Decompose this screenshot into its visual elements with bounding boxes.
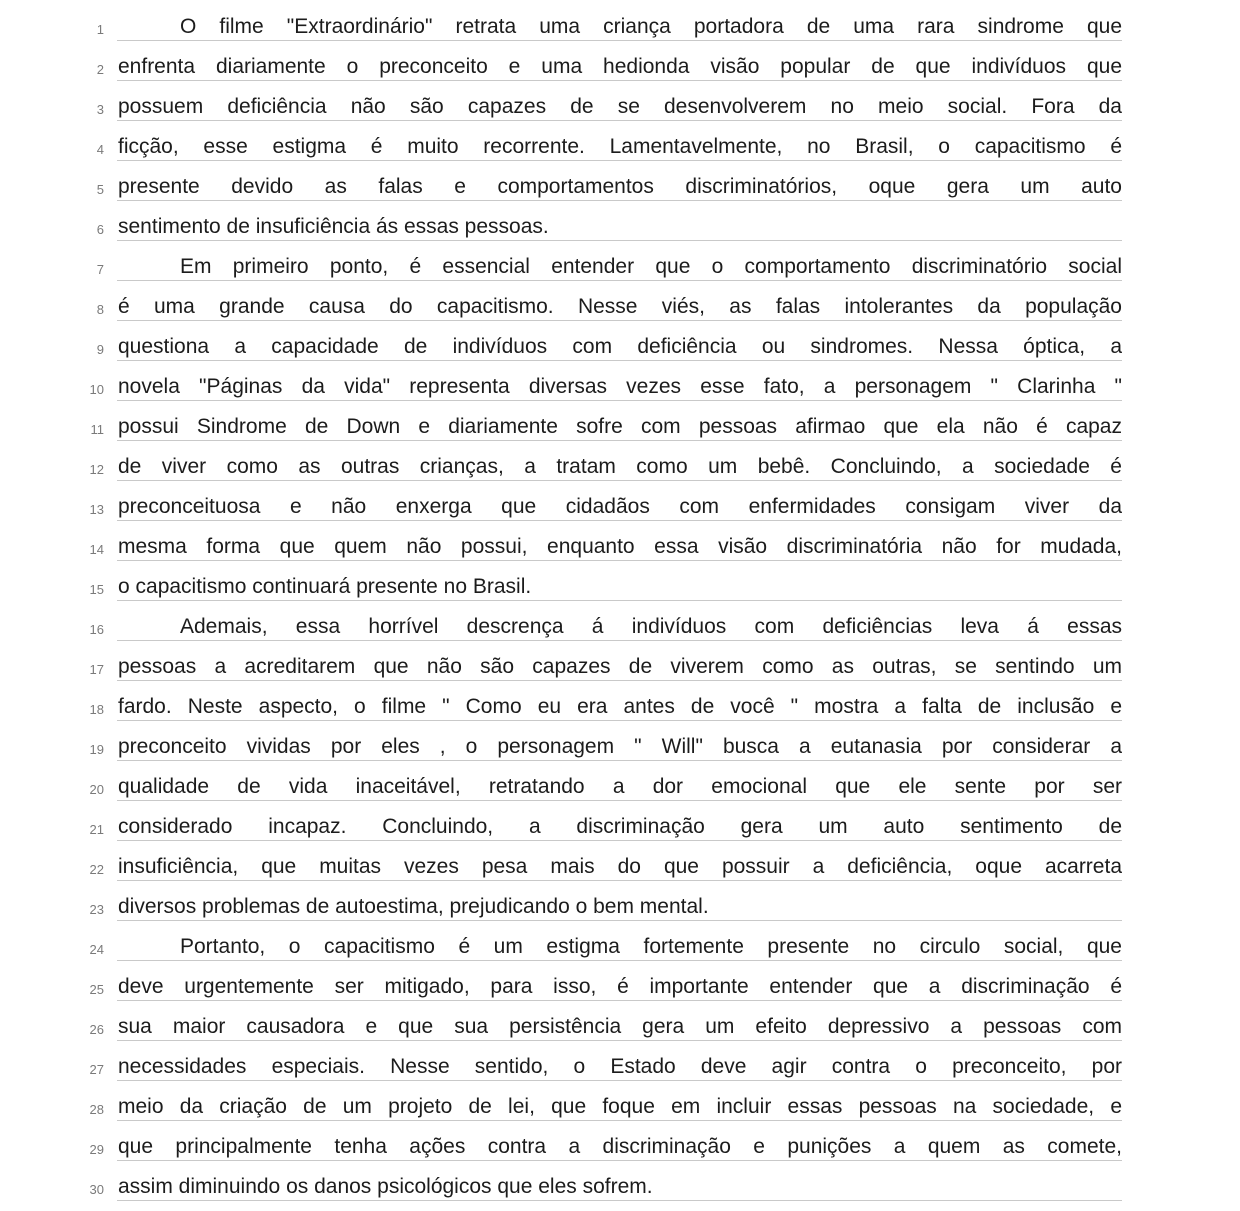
line-number: 3 (96, 102, 104, 117)
line-number: 1 (96, 22, 104, 37)
essay-line (0, 808, 1240, 848)
essay-line (0, 1168, 1240, 1208)
ruled-line (117, 600, 1122, 601)
essay-line (0, 528, 1240, 568)
line-text: que principalmente tenha ações contra a discriminação e punições a quem as comete, (118, 1135, 1122, 1158)
essay-line (0, 928, 1240, 968)
line-text: presente devido as falas e comportamentos discriminatórios, oque gera um auto (118, 175, 1122, 198)
ruled-line (117, 840, 1122, 841)
ruled-line (117, 280, 1122, 281)
essay-line (0, 328, 1240, 368)
essay-line (0, 88, 1240, 128)
essay-line (0, 1008, 1240, 1048)
line-text: Ademais, essa horrível descrença á indivíduos com deficiências leva á essas (180, 615, 1122, 638)
ruled-line (117, 80, 1122, 81)
line-text: preconceituosa e não enxerga que cidadãos com enfermidades consigam viver da (118, 495, 1122, 518)
line-number: 24 (89, 942, 104, 957)
essay-line (0, 288, 1240, 328)
essay-line (0, 688, 1240, 728)
ruled-line (117, 1120, 1122, 1121)
ruled-line (117, 480, 1122, 481)
essay-line (0, 1048, 1240, 1088)
essay-line (0, 1088, 1240, 1128)
ruled-line (117, 40, 1122, 41)
line-text: insuficiência, que muitas vezes pesa mais do que possuir a deficiência, oque acarreta (118, 855, 1122, 878)
line-text: é uma grande causa do capacitismo. Nesse viés, as falas intolerantes da população (118, 295, 1122, 318)
ruled-line (117, 160, 1122, 161)
ruled-line (117, 1200, 1122, 1201)
ruled-line (117, 320, 1122, 321)
ruled-line (117, 680, 1122, 681)
ruled-line (117, 1040, 1122, 1041)
line-number: 4 (96, 142, 104, 157)
line-text: possui Sindrome de Down e diariamente sofre com pessoas afirmao que ela não é capaz (118, 415, 1122, 438)
line-number: 22 (89, 862, 104, 877)
line-number: 2 (96, 62, 104, 77)
line-text: O filme "Extraordinário" retrata uma criança portadora de uma rara sindrome que (180, 15, 1122, 38)
line-number: 5 (96, 182, 104, 197)
line-text: novela "Páginas da vida" representa diversas vezes esse fato, a personagem " Clarinha " (118, 375, 1122, 398)
essay-line (0, 728, 1240, 768)
ruled-line (117, 760, 1122, 761)
line-text: enfrenta diariamente o preconceito e uma hedionda visão popular de que indivíduos que (118, 55, 1122, 78)
line-number: 11 (90, 422, 104, 437)
essay-line (0, 408, 1240, 448)
line-number: 16 (89, 622, 104, 637)
line-number: 20 (89, 782, 104, 797)
line-number: 19 (89, 742, 104, 757)
line-text: sentimento de insuficiência ás essas pessoas. (118, 215, 549, 238)
ruled-line (117, 960, 1122, 961)
line-number: 26 (89, 1022, 104, 1037)
line-number: 23 (89, 902, 104, 917)
line-text: mesma forma que quem não possui, enquanto essa visão discriminatória não for mudada, (118, 535, 1122, 558)
line-text: deve urgentemente ser mitigado, para isso, é importante entender que a discriminação é (118, 975, 1122, 998)
line-text: sua maior causadora e que sua persistência gera um efeito depressivo a pessoas com (118, 1015, 1122, 1038)
essay-sheet (0, 8, 1240, 1208)
ruled-line (117, 920, 1122, 921)
line-number: 6 (96, 222, 104, 237)
line-number: 25 (89, 982, 104, 997)
essay-line (0, 208, 1240, 248)
line-number: 18 (89, 702, 104, 717)
ruled-line (117, 1080, 1122, 1081)
ruled-line (117, 560, 1122, 561)
line-text: fardo. Neste aspecto, o filme " Como eu era antes de você " mostra a falta de inclusão e (118, 695, 1122, 718)
ruled-line (117, 880, 1122, 881)
essay-line (0, 768, 1240, 808)
essay-line (0, 968, 1240, 1008)
ruled-line (117, 720, 1122, 721)
ruled-line (117, 520, 1122, 521)
ruled-line (117, 240, 1122, 241)
line-number: 9 (96, 342, 104, 357)
essay-line (0, 848, 1240, 888)
line-number: 30 (89, 1182, 104, 1197)
line-number: 12 (89, 462, 104, 477)
essay-line (0, 608, 1240, 648)
essay-line (0, 8, 1240, 48)
ruled-line (117, 120, 1122, 121)
ruled-line (117, 1160, 1122, 1161)
essay-line (0, 128, 1240, 168)
essay-line (0, 48, 1240, 88)
ruled-line (117, 200, 1122, 201)
line-text: preconceito vividas por eles , o personagem " Will" busca a eutanasia por considerar a (118, 735, 1122, 758)
line-text: o capacitismo continuará presente no Brasil. (118, 575, 532, 598)
essay-line (0, 488, 1240, 528)
ruled-line (117, 440, 1122, 441)
line-number: 10 (89, 382, 104, 397)
ruled-line (117, 400, 1122, 401)
line-number: 27 (89, 1062, 104, 1077)
line-number: 7 (96, 262, 104, 277)
essay-line (0, 368, 1240, 408)
line-number: 17 (89, 662, 104, 677)
essay-line (0, 888, 1240, 928)
ruled-line (117, 1000, 1122, 1001)
ruled-line (117, 640, 1122, 641)
line-number: 14 (89, 542, 104, 557)
ruled-line (117, 800, 1122, 801)
line-text: de viver como as outras crianças, a tratam como um bebê. Concluindo, a sociedade é (118, 455, 1122, 478)
essay-line (0, 1128, 1240, 1168)
line-number: 21 (89, 822, 104, 837)
line-text: Portanto, o capacitismo é um estigma fortemente presente no circulo social, que (180, 935, 1122, 958)
line-text: ficção, esse estigma é muito recorrente. Lamentavelmente, no Brasil, o capacitismo é (118, 135, 1122, 158)
essay-line (0, 648, 1240, 688)
essay-line (0, 248, 1240, 288)
line-text: meio da criação de um projeto de lei, que foque em incluir essas pessoas na sociedade, e (118, 1095, 1122, 1118)
essay-line (0, 168, 1240, 208)
line-text: necessidades especiais. Nesse sentido, o Estado deve agir contra o preconceito, por (118, 1055, 1122, 1078)
line-number: 29 (89, 1142, 104, 1157)
ruled-line (117, 360, 1122, 361)
line-text: assim diminuindo os danos psicológicos que eles sofrem. (118, 1175, 653, 1198)
line-number: 8 (96, 302, 104, 317)
line-number: 15 (89, 582, 104, 597)
line-text: Em primeiro ponto, é essencial entender que o comportamento discriminatório social (180, 255, 1122, 278)
line-number: 13 (89, 502, 104, 517)
line-text: qualidade de vida inaceitável, retratando a dor emocional que ele sente por ser (118, 775, 1122, 798)
line-text: diversos problemas de autoestima, prejudicando o bem mental. (118, 895, 709, 918)
line-text: pessoas a acreditarem que não são capazes de viverem como as outras, se sentindo um (118, 655, 1122, 678)
essay-line (0, 568, 1240, 608)
line-text: possuem deficiência não são capazes de se desenvolverem no meio social. Fora da (118, 95, 1122, 118)
line-text: questiona a capacidade de indivíduos com deficiência ou sindromes. Nessa óptica, a (118, 335, 1122, 358)
line-text: considerado incapaz. Concluindo, a discriminação gera um auto sentimento de (118, 815, 1122, 838)
essay-line (0, 448, 1240, 488)
line-number: 28 (89, 1102, 104, 1117)
